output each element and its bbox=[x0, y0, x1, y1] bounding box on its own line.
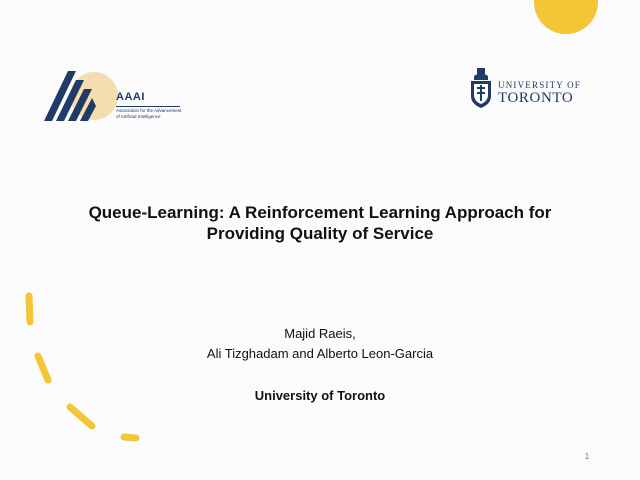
top-right-yellow-disc bbox=[534, 0, 598, 34]
uoft-logo bbox=[468, 68, 588, 112]
arc-dash-4 bbox=[124, 437, 136, 438]
slide-title bbox=[40, 202, 600, 244]
authors-line-2: Ali Tizghadam and Alberto Leon-Garcia bbox=[206, 346, 434, 361]
title-line-1: Queue-Learning: A Reinforcement Learning Approach for bbox=[88, 203, 552, 222]
authors-line-1: Majid Raeis, bbox=[284, 326, 356, 341]
uoft-name-line1: UNIVERSITY OF bbox=[498, 80, 582, 90]
uoft-name-line2: TORONTO bbox=[498, 90, 574, 106]
aaai-subtitle bbox=[116, 108, 192, 119]
arc-dash-1 bbox=[29, 296, 30, 322]
aaai-logo bbox=[42, 66, 192, 126]
aaai-divider bbox=[116, 106, 180, 107]
aaai-name: AAAI bbox=[116, 91, 145, 103]
title-line-2: Providing Quality of Service bbox=[206, 224, 434, 243]
arc-dash-3 bbox=[70, 407, 92, 426]
aaai-subtitle-line2: of Artificial Intelligence bbox=[116, 113, 161, 119]
arc-dash-2 bbox=[38, 356, 48, 380]
aaai-subtitle-line1: Association for the Advancement bbox=[116, 108, 182, 113]
dashed-yellow-arc bbox=[29, 296, 136, 438]
affiliation: University of Toronto bbox=[254, 388, 386, 403]
page-number: 1 bbox=[584, 452, 590, 461]
uoft-crest-icon bbox=[468, 68, 494, 108]
aaai-emblem-icon bbox=[42, 66, 122, 126]
authors bbox=[150, 324, 490, 364]
